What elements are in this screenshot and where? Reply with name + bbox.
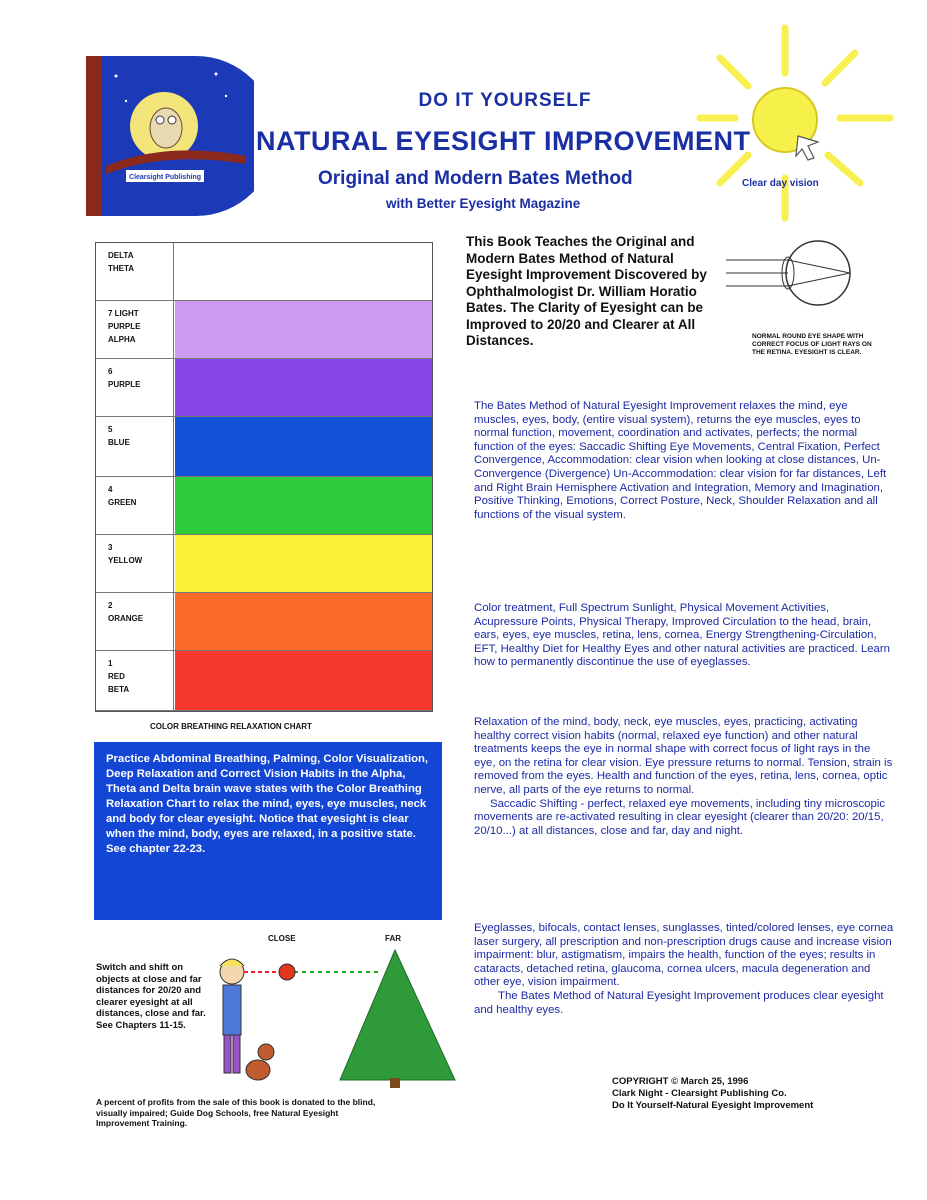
chart-row <box>96 477 432 535</box>
chart-row-label: 6 PURPLE <box>96 359 174 416</box>
close-label: CLOSE <box>268 934 296 943</box>
paragraph-relaxation <box>474 716 894 838</box>
chart-row-label: 2 ORANGE <box>96 593 174 650</box>
copyright-line-2: Clark Night - Clearsight Publishing Co. <box>612 1088 787 1099</box>
chart-row <box>96 243 432 301</box>
page-subtitle: Original and Modern Bates Method <box>318 168 633 189</box>
switch-shift-body: Switch and shift on objects at close and far distances for 20/20 and clearer eyesight at all distances, close and far. <box>96 962 206 1019</box>
paragraph-bates-method: The Bates Method of Natural Eyesight Improvement relaxes the mind, eye muscles, eyes, body, (entire visual system), returns the eye muscles, eyes to normal function, movement, coordination and activates, perfects; the normal function of the eyes: Saccadic Shifting Eye Movements, Central Fixation, Perfect Convergence, Accommodation: clear vision when looking at close distances, Un-Convergence (Divergence) Un-Accommodation: clear vision for far distances, Left and Right Brain Hemisphere Activation and Integration, Memory and Imagination, Positive Thinking, Emotions, Correct Posture, Neck, Shoulder Relaxation and all functions of the visual system. <box>474 400 887 521</box>
chart-row-label: DELTA THETA <box>96 243 174 300</box>
copyright-line-3: Do It Yourself-Natural Eyesight Improvement <box>612 1100 814 1111</box>
chart-color-swatch <box>175 535 432 592</box>
eye-diagram-icon <box>726 238 856 308</box>
chart-row <box>96 359 432 417</box>
color-breathing-chart <box>95 242 433 712</box>
chart-row-label: 1 RED BETA <box>96 651 174 710</box>
chart-color-swatch <box>175 359 432 416</box>
intro-text: This Book Teaches the Original and Modern Bates Method of Natural Eyesight Improvement Discovered by Ophthalmologist Dr. William Horatio Bates. The Clarity of Eyesight can be Improved to 20/20 and Clearer at All Distances. <box>466 234 707 348</box>
chart-color-swatch <box>175 301 432 358</box>
chart-row <box>96 301 432 359</box>
chart-row <box>96 417 432 477</box>
chart-color-swatch <box>175 243 432 300</box>
paragraph-relaxation-body: Relaxation of the mind, body, neck, eye muscles, eyes, practicing, activating healthy correct vision habits (normal, relaxed eye function) and other natural treatments keeps the eye in normal shape with correct focus of light rays in the eye, on the retina for clear vision. Eye pressure returns to normal. Tension, strain is removed from the eyes. Health and function of the eyes, retina, lens, cornea, optic nerve, all parts of the eye returns to normal. <box>474 716 893 796</box>
eye-diagram-caption: NORMAL ROUND EYE SHAPE WITH CORRECT FOCUS OF LIGHT RAYS ON THE RETINA. EYESIGHT IS CLEAR. <box>752 333 872 356</box>
copyright-line-1: COPYRIGHT © March 25, 1996 <box>612 1076 749 1087</box>
sun-icon <box>690 18 900 228</box>
chart-color-swatch <box>175 477 432 534</box>
chart-color-swatch <box>175 417 432 476</box>
breathing-instructions-box: Practice Abdominal Breathing, Palming, Color Visualization, Deep Relaxation and Correct Vision Habits in the Alpha, Theta and Delta brain wave states with the Color Breathing Relaxation Chart to relax the mind, eyes, eye muscles, neck and body for clear eyesight. Notice that eyesight is clear when the mind, body, eyes are relaxed, in a positive state. See chapter 22-23. <box>94 742 442 920</box>
publisher-logo <box>86 56 254 216</box>
paragraph-eyeglasses <box>474 922 894 1017</box>
chart-row-label: 3 YELLOW <box>96 535 174 592</box>
chart-color-swatch <box>175 593 432 650</box>
chart-row-label: 7 LIGHT PURPLE ALPHA <box>96 301 174 358</box>
see-chapters: See Chapters 11-15. <box>96 1019 186 1031</box>
far-label: FAR <box>385 934 401 943</box>
donation-footnote: A percent of profits from the sale of this book is donated to the blind, visually impaired; Guide Dog Schools, free Natural Eyesight Improvement Training. <box>96 1097 376 1128</box>
sun-caption: Clear day vision <box>742 178 819 189</box>
paragraph-conclusion: The Bates Method of Natural Eyesight Improvement produces clear eyesight and healthy eyes. <box>474 989 884 1016</box>
paragraph-eyeglasses-body: Eyeglasses, bifocals, contact lenses, sunglasses, tinted/colored lenses, eye cornea laser surgery, all prescription and non-prescription drugs cause and increase vision impairment: blur, astigmatism, impairs the health, function of the eyes; results in cataracts, detached retina, glaucoma, cornea ulcers, macula degeneration and other eye, vision impairment. <box>474 922 894 989</box>
paragraph-color-treatment: Color treatment, Full Spectrum Sunlight, Physical Movement Activities, Acupressure Points, Physical Therapy, Improved Circulation to the head, brain, ears, eyes, eye muscles, retina, lens, cornea, Energy Strengthening-Circulation, EFT, Healthy Diet for Healthy Eyes and other natural activities are practiced. Learn how to permanently discontinue the use of eyeglasses. <box>474 602 890 669</box>
copyright-block <box>612 1076 882 1112</box>
close-far-illustration <box>210 940 470 1090</box>
page-subtitle-2: with Better Eyesight Magazine <box>386 196 581 211</box>
chart-row-label: 4 GREEN <box>96 477 174 534</box>
chart-row <box>96 651 432 711</box>
chart-caption: COLOR BREATHING RELAXATION CHART <box>150 722 312 731</box>
header-kicker: DO IT YOURSELF <box>418 90 592 111</box>
chart-row <box>96 535 432 593</box>
chart-color-swatch <box>175 651 432 710</box>
page-title: NATURAL EYESIGHT IMPROVEMENT <box>256 126 751 156</box>
chart-row-label: 5 BLUE <box>96 417 174 476</box>
logo-banner: Clearsight Publishing <box>129 174 201 181</box>
chart-row <box>96 593 432 651</box>
paragraph-saccadic-shifting: Saccadic Shifting - perfect, relaxed eye movements, including tiny microscopic movements are re-activated resulting in clear eyesight (clearer than 20/20: 20/15, 20/10...) at all distances, close and far, day and night. <box>474 797 886 837</box>
switch-shift-text <box>96 962 216 1031</box>
